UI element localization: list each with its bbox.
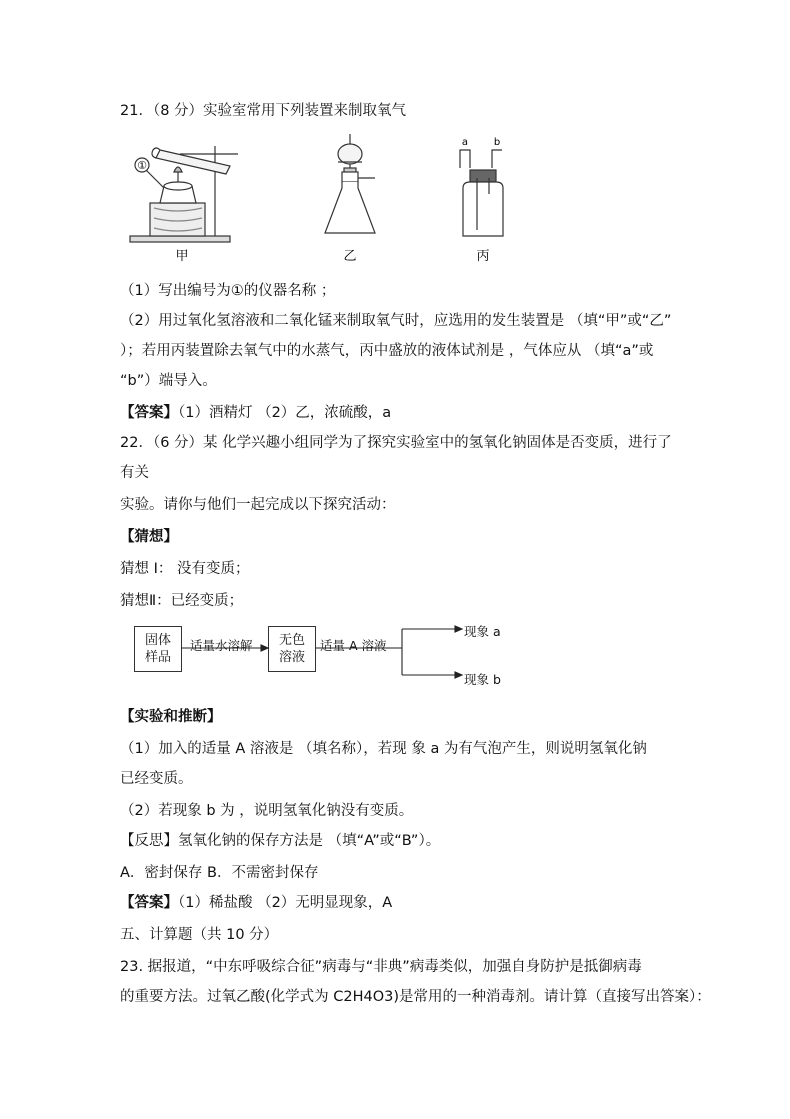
box2-line2: 溶液: [278, 650, 305, 665]
q22-line2: 有关: [120, 465, 149, 481]
answer-text: （1）酒精灯 （2）乙，浓硫酸，a: [178, 405, 392, 421]
exp-head: 【实验和推断】: [120, 709, 222, 725]
box2-line1: 无色: [278, 633, 305, 648]
guess2: 猜想Ⅱ：已经变质；: [120, 593, 244, 609]
exp2: （2）若现象 b 为 ，说明氢氧化钠没有变质。: [120, 803, 414, 819]
guess1: 猜想 Ⅰ： 没有变质；: [120, 561, 250, 577]
q23-line1: 23. 据报道，“中东呼吸综合征”病毒与“非典”病毒类似，加强自身防护是抵御病毒: [120, 959, 642, 975]
outcome-b: 现象 b: [464, 672, 501, 687]
q22-answer: [120, 893, 392, 913]
exp1b: 已经变质。: [120, 771, 193, 787]
reflect: 【反思】氢氧化钠的保存方法是 （填“A”或“B”）。: [120, 833, 441, 849]
circled-label: ①: [137, 159, 147, 172]
answer-tag: 【答案】: [120, 405, 178, 421]
answer-text: （1）稀盐酸 （2）无明显现象，A: [178, 895, 393, 911]
label-a: a: [461, 137, 469, 148]
q22-line3: 实验。请你与他们一起完成以下探究活动：: [120, 497, 396, 513]
box1-line2: 样品: [144, 650, 171, 665]
answer-tag: 【答案】: [120, 895, 178, 911]
outcome-a: 现象 a: [464, 624, 501, 639]
label-b: b: [493, 137, 501, 148]
apparatus-bing: [460, 150, 503, 236]
flow-box-sample: [134, 626, 182, 672]
label-bing: 丙: [476, 249, 490, 264]
guess-head: 【猜想】: [120, 529, 178, 545]
apparatus-yi: [325, 134, 375, 233]
q21-title: 21．（8 分）实验室常用下列装置来制取氧气: [120, 103, 407, 119]
q21-answer: [120, 403, 391, 423]
q23-line2: 的重要方法。过氧乙酸(化学式为 C2H4O3)是常用的一种消毒剂。请计算（直接写出答案）：: [120, 989, 711, 1005]
q21-line1: （1）写出编号为①的仪器名称 ；: [120, 283, 336, 299]
exp1: （1）加入的适量 A 溶液是 （填名称），若现 象 a 为有气泡产生，则说明氢氧化钠: [120, 741, 647, 757]
q21-line4: “b”）端导入。: [120, 373, 217, 389]
arrow1-label: 适量水溶解: [190, 638, 253, 653]
apparatus-figure: [120, 128, 540, 278]
flow-arrows: [180, 618, 540, 688]
options: A．密封保存 B．不需密封保存: [120, 865, 319, 881]
label-yi: 乙: [343, 249, 357, 264]
box1-line1: 固体: [144, 633, 171, 648]
q21-line2: （2）用过氧化氢溶液和二氧化锰来制取氧气时，应选用的发生装置是 （填“甲”或“乙”: [120, 313, 672, 329]
section-five: 五、计算题（共 10 分）: [120, 927, 279, 943]
q22-line1: 22．（6 分）某 化学兴趣小组同学为了探究实验室中的氢氧化钠固体是否变质，进行了: [120, 435, 672, 451]
q21-line3: ）；若用丙装置除去氧气中的水蒸气，丙中盛放的液体试剂是 ，气体应从 （填“a”或: [120, 343, 654, 359]
label-jia: 甲: [175, 249, 189, 264]
arrow2-label: 适量 A 溶液: [320, 638, 387, 653]
